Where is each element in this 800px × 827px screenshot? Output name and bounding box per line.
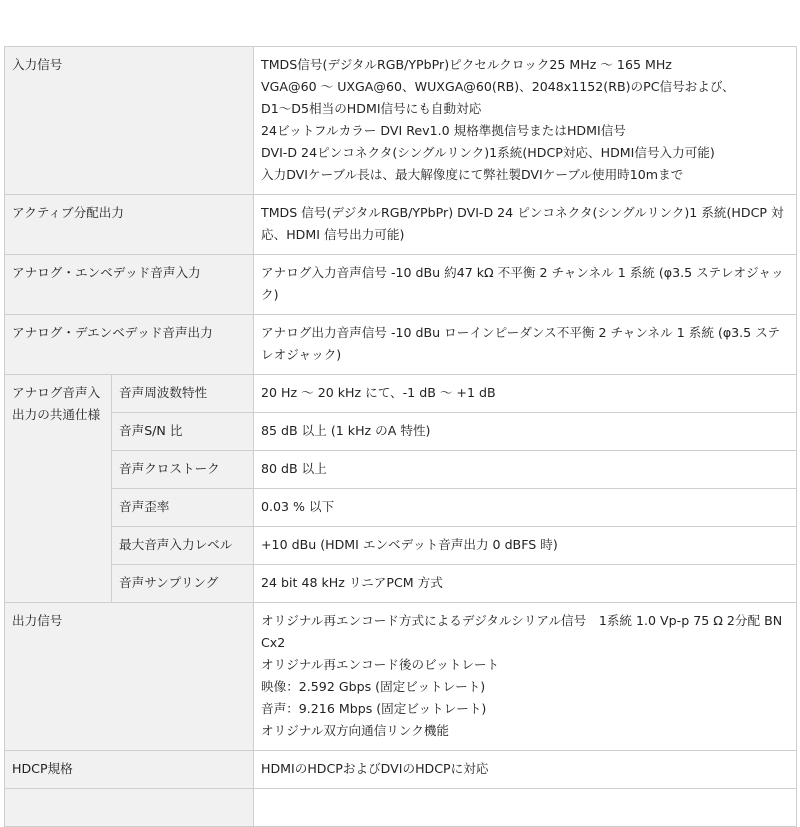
value-line: TMDS 信号(デジタルRGB/YPbPr) DVI-D 24 ピンコネクタ(シングルリンク)1 系統(HDCP 対応、HDMI 信号出力可能)	[261, 205, 784, 242]
value-line: オリジナル再エンコード方式によるデジタルシリアル信号 1系統 1.0 Vp-p 75 Ω 2分配 BNCx2	[261, 613, 783, 650]
sub-label: 音声クロストーク	[112, 451, 254, 489]
spec-row-audio-crosstalk	[5, 451, 797, 489]
value-line: TMDS信号(デジタルRGB/YPbPr)ピクセルクロック25 MHz 〜 165 MHz	[261, 57, 672, 72]
value-line: VGA@60 〜 UXGA@60、WUXGA@60(RB)、2048x1152(RB)のPC信号および、	[261, 79, 735, 94]
sub-value: 80 dB 以上	[254, 451, 797, 489]
value-line: 映像：2.592 Gbps (固定ビットレート)	[261, 679, 486, 694]
spec-row-max-audio-input-level	[5, 527, 797, 565]
row-value	[254, 195, 797, 255]
value-line: オリジナル双方向通信リンク機能	[261, 723, 450, 738]
row-value	[254, 603, 797, 751]
value-line: DVI-D 24ピンコネクタ(シングルリンク)1系統(HDCP対応、HDMI信号入力可能)	[261, 145, 715, 160]
row-label: 入力信号	[5, 47, 254, 195]
sub-label: 最大音声入力レベル	[112, 527, 254, 565]
value-line: オリジナル再エンコード後のビットレート	[261, 657, 500, 672]
spec-row-audio-sn-ratio	[5, 413, 797, 451]
row-value	[254, 751, 797, 789]
sub-value: 24 bit 48 kHz リニアPCM 方式	[254, 565, 797, 603]
sub-label: 音声S/N 比	[112, 413, 254, 451]
spec-row-output-signal	[5, 603, 797, 751]
row-value-cutoff	[254, 789, 797, 827]
sub-label: 音声周波数特性	[112, 375, 254, 413]
row-label: アナログ・エンベデッド音声入力	[5, 255, 254, 315]
value-line: アナログ入力音声信号 -10 dBu 約47 kΩ 不平衡 2 チャンネル 1 系統 (φ3.5 ステレオジャック)	[261, 265, 784, 302]
row-value	[254, 315, 797, 375]
spec-table	[4, 46, 797, 827]
sub-value: 20 Hz 〜 20 kHz にて、-1 dB 〜 +1 dB	[254, 375, 797, 413]
spec-row-audio-sampling	[5, 565, 797, 603]
sub-label: 音声サンプリング	[112, 565, 254, 603]
row-label: アクティブ分配出力	[5, 195, 254, 255]
sub-label: 音声歪率	[112, 489, 254, 527]
value-line: 音声：9.216 Mbps (固定ビットレート)	[261, 701, 487, 716]
row-label: 出力信号	[5, 603, 254, 751]
value-line: 24ビットフルカラー DVI Rev1.0 規格準拠信号またはHDMI信号	[261, 123, 626, 138]
spec-row-input-signal	[5, 47, 797, 195]
value-line: HDMIのHDCPおよびDVIのHDCPに対応	[261, 761, 489, 776]
spec-row-audio-frequency-response	[5, 375, 797, 413]
value-line: D1〜D5相当のHDMI信号にも自動対応	[261, 101, 482, 116]
row-label-cutoff	[5, 789, 254, 827]
row-label: アナログ・デエンベデッド音声出力	[5, 315, 254, 375]
spec-row-active-distribution-output	[5, 195, 797, 255]
value-line: アナログ出力音声信号 -10 dBu ローインピーダンス不平衡 2 チャンネル 1 系統 (φ3.5 ステレオジャック)	[261, 325, 781, 362]
spec-row-cutoff	[5, 789, 797, 827]
spec-row-audio-distortion	[5, 489, 797, 527]
spec-row-hdcp	[5, 751, 797, 789]
sub-value: 85 dB 以上 (1 kHz のA 特性)	[254, 413, 797, 451]
row-label: HDCP規格	[5, 751, 254, 789]
group-label: アナログ音声入出力の共通仕様	[5, 375, 112, 603]
value-line: 入力DVIケーブル長は、最大解像度にて弊社製DVIケーブル使用時10mまで	[261, 167, 684, 182]
spec-row-analog-deembedded-audio-output	[5, 315, 797, 375]
row-value	[254, 255, 797, 315]
sub-value: 0.03 % 以下	[254, 489, 797, 527]
spec-row-analog-embedded-audio-input	[5, 255, 797, 315]
row-value	[254, 47, 797, 195]
sub-value: +10 dBu (HDMI エンベデット音声出力 0 dBFS 時)	[254, 527, 797, 565]
